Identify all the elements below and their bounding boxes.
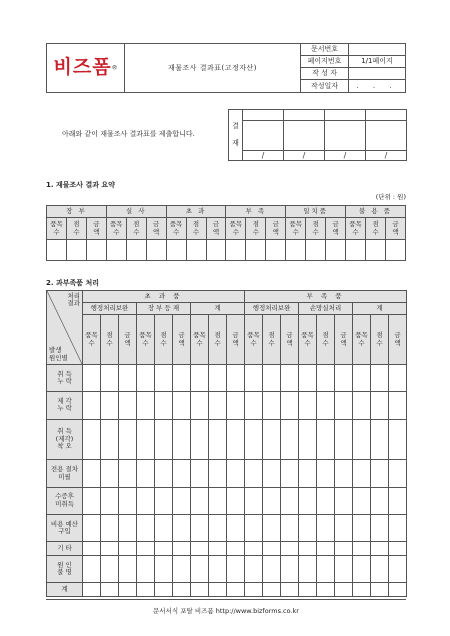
detail-cell[interactable] (281, 555, 299, 582)
detail-cell[interactable] (209, 515, 227, 542)
detail-cell[interactable] (299, 542, 317, 556)
detail-cell[interactable] (263, 392, 281, 419)
summary-cell[interactable] (366, 240, 386, 261)
detail-cell[interactable] (101, 583, 119, 597)
row-cause-label: 비용 예산 구입 (47, 515, 83, 542)
summary-sub-header: 품목 수 (166, 218, 186, 240)
detail-sub-header: 점 수 (317, 315, 335, 365)
row-cause-label: 수증후 미취득 (47, 487, 83, 514)
detail-cell[interactable] (83, 419, 101, 460)
detail-cell[interactable] (191, 365, 209, 392)
detail-cell[interactable] (173, 487, 191, 514)
detail-subgroup-header: 행정처리보완 (83, 303, 137, 315)
table-row (47, 392, 407, 419)
summary-section-title: 1. 재물조사 결과 요약 (46, 181, 115, 189)
detail-cell[interactable] (371, 460, 389, 487)
detail-cell[interactable] (173, 515, 191, 542)
detail-cell[interactable] (155, 542, 173, 556)
detail-sub-header: 금 액 (281, 315, 299, 365)
detail-cell[interactable] (317, 365, 335, 392)
detail-cell[interactable] (101, 460, 119, 487)
detail-cell[interactable] (335, 555, 353, 582)
detail-cell[interactable] (101, 515, 119, 542)
detail-cell[interactable] (191, 542, 209, 556)
detail-group-header: 초 과 품 (83, 291, 245, 303)
detail-cell[interactable] (83, 555, 101, 582)
table-row (47, 542, 407, 556)
detail-cell[interactable] (209, 365, 227, 392)
detail-cell[interactable] (317, 515, 335, 542)
detail-cell[interactable] (371, 515, 389, 542)
detail-cell[interactable] (83, 515, 101, 542)
detail-cell[interactable] (227, 542, 245, 556)
detail-cell[interactable] (137, 419, 155, 460)
row-cause-label: 제 각 누 락 (47, 392, 83, 419)
detail-cell[interactable] (371, 542, 389, 556)
detail-cell[interactable] (389, 419, 407, 460)
detail-cell[interactable] (209, 542, 227, 556)
summary-cell[interactable] (106, 240, 126, 261)
detail-cell[interactable] (389, 460, 407, 487)
detail-sub-header: 품목 수 (299, 315, 317, 365)
detail-sub-header: 품목 수 (83, 315, 101, 365)
detail-cell[interactable] (335, 515, 353, 542)
detail-cell[interactable] (101, 542, 119, 556)
table-row (47, 487, 407, 514)
table-row (47, 419, 407, 460)
detail-cell[interactable] (209, 460, 227, 487)
detail-cell[interactable] (155, 487, 173, 514)
detail-cell[interactable] (155, 583, 173, 597)
detail-section-title: 2. 과부족품 처리 (46, 279, 99, 287)
detail-cell[interactable] (137, 365, 155, 392)
detail-cell[interactable] (389, 515, 407, 542)
detail-cell[interactable] (317, 583, 335, 597)
detail-cell[interactable] (299, 555, 317, 582)
summary-sub-header: 품목 수 (106, 218, 126, 240)
detail-cell[interactable] (83, 460, 101, 487)
row-cause-label: 취 득 (제각) 착 오 (47, 419, 83, 460)
summary-sub-header: 금 액 (266, 218, 286, 240)
detail-cell[interactable] (209, 392, 227, 419)
summary-sub-header: 점 수 (126, 218, 146, 240)
detail-cell[interactable] (299, 365, 317, 392)
detail-cell[interactable] (245, 487, 263, 514)
detail-cell[interactable] (371, 487, 389, 514)
detail-sub-header: 품목 수 (191, 315, 209, 365)
detail-cell[interactable] (371, 583, 389, 597)
sign-date-slot[interactable]: / (284, 151, 325, 161)
summary-group-header: 일치품 (286, 206, 346, 218)
summary-cell[interactable] (66, 240, 86, 261)
detail-cell[interactable] (209, 487, 227, 514)
detail-cell[interactable] (119, 460, 137, 487)
detail-group-header: 부 족 품 (245, 291, 407, 303)
approval-label (229, 110, 243, 161)
detail-cell[interactable] (173, 365, 191, 392)
detail-sub-header: 품목 수 (245, 315, 263, 365)
detail-cell[interactable] (173, 542, 191, 556)
summary-table (46, 205, 406, 261)
detail-cell[interactable] (263, 583, 281, 597)
summary-group-header: 초 과 (166, 206, 226, 218)
detail-cell[interactable] (119, 365, 137, 392)
summary-sub-header: 금 액 (86, 218, 106, 240)
summary-sub-header: 품목 수 (47, 218, 67, 240)
detail-cell[interactable] (155, 419, 173, 460)
detail-cell[interactable] (353, 419, 371, 460)
summary-group-header: 부 족 (226, 206, 286, 218)
logo-text: 비즈폼 (53, 56, 112, 79)
footer-text[interactable]: 문서서식 포탈 비즈폼 http://www.bizforms.co.kr (153, 607, 299, 615)
detail-cell[interactable] (245, 515, 263, 542)
detail-cell[interactable] (191, 555, 209, 582)
detail-cell[interactable] (155, 555, 173, 582)
summary-cell[interactable] (186, 240, 206, 261)
summary-cell[interactable] (126, 240, 146, 261)
summary-cell[interactable] (146, 240, 166, 261)
detail-cell[interactable] (263, 487, 281, 514)
registered-mark: ® (111, 65, 118, 72)
meta-value-author (349, 68, 406, 80)
detail-cell[interactable] (245, 555, 263, 582)
detail-cell[interactable] (389, 555, 407, 582)
detail-cell[interactable] (227, 555, 245, 582)
row-cause-label: 원 인 불 명 (47, 555, 83, 582)
detail-cell[interactable] (389, 365, 407, 392)
detail-cell[interactable] (281, 583, 299, 597)
detail-cell[interactable] (389, 487, 407, 514)
detail-cell[interactable] (191, 392, 209, 419)
table-row (47, 460, 407, 487)
detail-sub-header: 금 액 (173, 315, 191, 365)
summary-group-header: 불 용 품 (346, 206, 406, 218)
detail-cell[interactable] (263, 365, 281, 392)
sign-date-slot[interactable]: / (243, 151, 284, 161)
detail-cell[interactable] (245, 583, 263, 597)
row-cause-label: 전용 절차 미필 (47, 460, 83, 487)
detail-cell[interactable] (353, 542, 371, 556)
detail-table (46, 290, 407, 597)
summary-sub-header: 금 액 (206, 218, 226, 240)
detail-cell[interactable] (137, 460, 155, 487)
detail-cell[interactable] (317, 542, 335, 556)
row-cause-label: 기 타 (47, 542, 83, 556)
detail-sub-header: 품목 수 (137, 315, 155, 365)
detail-sub-header: 점 수 (371, 315, 389, 365)
detail-cell[interactable] (227, 487, 245, 514)
sign-date-slot[interactable]: / (366, 151, 407, 161)
summary-sub-header: 품목 수 (226, 218, 246, 240)
detail-cell[interactable] (335, 542, 353, 556)
summary-sub-header: 점 수 (66, 218, 86, 240)
detail-cell[interactable] (281, 419, 299, 460)
detail-subgroup-header: 계 (191, 303, 245, 315)
table-row (47, 583, 407, 597)
document-header (46, 43, 406, 93)
detail-cell[interactable] (137, 487, 155, 514)
detail-cell[interactable] (353, 392, 371, 419)
table-row (47, 515, 407, 542)
detail-cell[interactable] (155, 365, 173, 392)
detail-sub-header: 금 액 (335, 315, 353, 365)
detail-cell[interactable] (173, 392, 191, 419)
detail-cell[interactable] (317, 555, 335, 582)
detail-cell[interactable] (317, 487, 335, 514)
summary-cell[interactable] (206, 240, 226, 261)
detail-sub-header: 점 수 (155, 315, 173, 365)
detail-cell[interactable] (191, 487, 209, 514)
detail-cell[interactable] (335, 583, 353, 597)
detail-cell[interactable] (227, 365, 245, 392)
summary-cell[interactable] (286, 240, 306, 261)
detail-cell[interactable] (245, 419, 263, 460)
detail-cell[interactable] (299, 392, 317, 419)
meta-label-author: 작 성 자 (301, 68, 349, 80)
summary-sub-header: 금 액 (385, 218, 405, 240)
detail-sub-header: 금 액 (119, 315, 137, 365)
detail-cell[interactable] (263, 542, 281, 556)
detail-subgroup-header: 손망실처리 (299, 303, 353, 315)
detail-cell[interactable] (245, 542, 263, 556)
detail-cell[interactable] (281, 487, 299, 514)
summary-group-header: 실 사 (106, 206, 166, 218)
summary-cell[interactable] (385, 240, 405, 261)
detail-subgroup-header: 행정처리보완 (245, 303, 299, 315)
summary-sub-header: 점 수 (366, 218, 386, 240)
detail-cell[interactable] (119, 487, 137, 514)
detail-cell[interactable] (371, 555, 389, 582)
footer-divider (46, 599, 406, 600)
detail-sub-header: 점 수 (209, 315, 227, 365)
summary-cell[interactable] (86, 240, 106, 261)
detail-cell[interactable] (155, 515, 173, 542)
detail-sub-header: 품목 수 (353, 315, 371, 365)
detail-cell[interactable] (335, 392, 353, 419)
approval-label-bottom: 재 (232, 139, 239, 148)
detail-cell[interactable] (281, 365, 299, 392)
table-row (47, 365, 407, 392)
detail-cell[interactable] (191, 583, 209, 597)
summary-sub-header: 점 수 (186, 218, 206, 240)
detail-cell[interactable] (137, 555, 155, 582)
detail-cell[interactable] (371, 365, 389, 392)
detail-cell[interactable] (137, 542, 155, 556)
detail-cell[interactable] (83, 392, 101, 419)
summary-cell[interactable] (306, 240, 326, 261)
detail-cell[interactable] (227, 583, 245, 597)
row-cause-label: 취 득 누 락 (47, 365, 83, 392)
detail-sub-header: 점 수 (101, 315, 119, 365)
detail-cell[interactable] (299, 487, 317, 514)
detail-cell[interactable] (119, 515, 137, 542)
detail-cell[interactable] (155, 392, 173, 419)
summary-sub-header: 금 액 (326, 218, 346, 240)
detail-cell[interactable] (263, 515, 281, 542)
detail-cell[interactable] (317, 419, 335, 460)
summary-cell[interactable] (226, 240, 246, 261)
document-title: 재물조사 결과표(고정자산) (125, 44, 301, 93)
detail-cell[interactable] (371, 419, 389, 460)
detail-sub-header: 점 수 (263, 315, 281, 365)
detail-sub-header: 금 액 (389, 315, 407, 365)
detail-cell[interactable] (263, 460, 281, 487)
detail-cell[interactable] (245, 392, 263, 419)
detail-cell[interactable] (227, 460, 245, 487)
detail-cell[interactable] (209, 583, 227, 597)
detail-cell[interactable] (101, 365, 119, 392)
detail-cell[interactable] (389, 583, 407, 597)
detail-cell[interactable] (173, 583, 191, 597)
detail-cell[interactable] (353, 460, 371, 487)
detail-cell[interactable] (119, 583, 137, 597)
approval-label-top: 결 (232, 122, 239, 131)
meta-value-doc-number (349, 44, 406, 56)
detail-cell[interactable] (299, 583, 317, 597)
detail-cell[interactable] (335, 487, 353, 514)
detail-cell[interactable] (101, 419, 119, 460)
detail-cell[interactable] (245, 460, 263, 487)
detail-cell[interactable] (353, 487, 371, 514)
detail-cell[interactable] (281, 460, 299, 487)
detail-cell[interactable] (137, 583, 155, 597)
approval-box (228, 109, 407, 161)
detail-cell[interactable] (281, 515, 299, 542)
detail-cell[interactable] (299, 460, 317, 487)
meta-label-doc-number: 문서번호 (301, 44, 349, 56)
detail-cell[interactable] (101, 555, 119, 582)
detail-cell[interactable] (263, 419, 281, 460)
detail-cell[interactable] (119, 555, 137, 582)
detail-cell[interactable] (227, 392, 245, 419)
detail-cell[interactable] (353, 365, 371, 392)
detail-cell[interactable] (137, 515, 155, 542)
meta-value-date: . . . (349, 80, 406, 93)
detail-cell[interactable] (173, 555, 191, 582)
detail-cell[interactable] (353, 555, 371, 582)
detail-cell[interactable] (191, 419, 209, 460)
detail-cell[interactable] (299, 419, 317, 460)
summary-cell[interactable] (166, 240, 186, 261)
detail-cell[interactable] (83, 365, 101, 392)
detail-subgroup-header: 장 부 등 재 (137, 303, 191, 315)
detail-cell[interactable] (371, 392, 389, 419)
detail-cell[interactable] (119, 392, 137, 419)
detail-cell[interactable] (119, 542, 137, 556)
meta-value-page: 1/1페이지 (349, 56, 406, 68)
diag-label-bottom: 발생 원인별 (49, 346, 68, 362)
summary-sub-header: 점 수 (306, 218, 326, 240)
detail-cell[interactable] (209, 419, 227, 460)
detail-cell[interactable] (335, 460, 353, 487)
summary-sub-header: 점 수 (246, 218, 266, 240)
detail-cell[interactable] (227, 419, 245, 460)
detail-cell[interactable] (335, 365, 353, 392)
detail-cell[interactable] (245, 365, 263, 392)
detail-sub-header: 금 액 (227, 315, 245, 365)
detail-cell[interactable] (353, 583, 371, 597)
detail-cell[interactable] (83, 542, 101, 556)
summary-cell[interactable] (47, 240, 67, 261)
detail-cell[interactable] (119, 419, 137, 460)
detail-cell[interactable] (173, 460, 191, 487)
detail-cell[interactable] (281, 392, 299, 419)
unit-label: (단위 : 원) (375, 193, 406, 201)
summary-sub-header: 품목 수 (346, 218, 366, 240)
sign-date-slot[interactable]: / (325, 151, 366, 161)
detail-cell[interactable] (281, 542, 299, 556)
diag-label-top: 처리 결과 (67, 292, 80, 308)
detail-cell[interactable] (353, 515, 371, 542)
detail-cell[interactable] (101, 392, 119, 419)
summary-sub-header: 금 액 (146, 218, 166, 240)
detail-cell[interactable] (209, 555, 227, 582)
logo (47, 44, 125, 93)
detail-subgroup-header: 계 (353, 303, 407, 315)
table-row (47, 555, 407, 582)
detail-cell[interactable] (317, 460, 335, 487)
summary-cell[interactable] (266, 240, 286, 261)
detail-cell[interactable] (191, 460, 209, 487)
detail-cell[interactable] (83, 487, 101, 514)
detail-cell[interactable] (335, 419, 353, 460)
detail-cell[interactable] (191, 515, 209, 542)
detail-cell[interactable] (137, 392, 155, 419)
detail-cell[interactable] (317, 392, 335, 419)
meta-label-page: 페이지번호 (301, 56, 349, 68)
summary-cell[interactable] (326, 240, 346, 261)
summary-cell[interactable] (246, 240, 266, 261)
summary-cell[interactable] (346, 240, 366, 261)
intro-text: 아래와 같이 재물조사 결과표를 제출합니다. (62, 130, 195, 138)
detail-cell[interactable] (227, 515, 245, 542)
detail-cell[interactable] (83, 583, 101, 597)
detail-cell[interactable] (263, 555, 281, 582)
detail-cell[interactable] (299, 515, 317, 542)
row-cause-label: 계 (47, 583, 83, 597)
detail-cell[interactable] (155, 460, 173, 487)
detail-cell[interactable] (101, 487, 119, 514)
meta-label-date: 작성일자 (301, 80, 349, 93)
detail-cell[interactable] (389, 542, 407, 556)
diagonal-header-cell (47, 291, 83, 365)
detail-cell[interactable] (173, 419, 191, 460)
detail-cell[interactable] (389, 392, 407, 419)
summary-sub-header: 품목 수 (286, 218, 306, 240)
summary-group-header: 장 부 (47, 206, 107, 218)
